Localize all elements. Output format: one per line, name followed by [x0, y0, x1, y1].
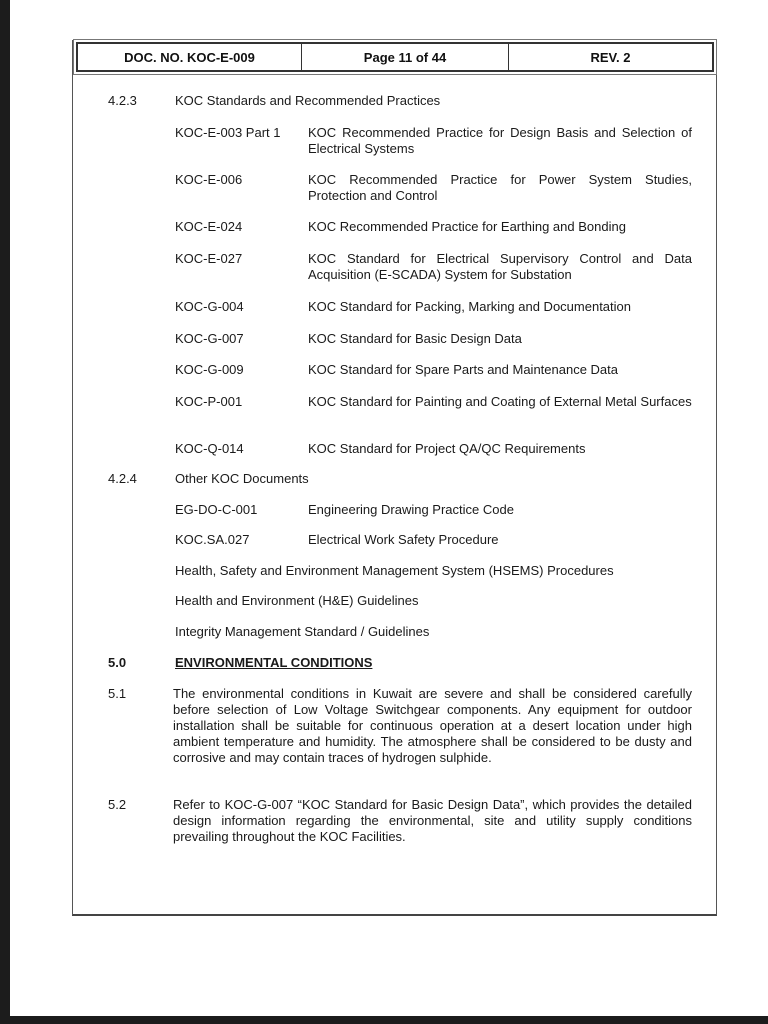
ref-code: KOC-G-007 [175, 331, 244, 346]
scan-edge-bottom [0, 1016, 768, 1024]
section-title: Other KOC Documents [175, 471, 309, 486]
ref-code: EG-DO-C-001 [175, 502, 258, 517]
ref-code: KOC-G-004 [175, 299, 244, 314]
ref-description: KOC Recommended Practice for Earthing and Bonding [308, 219, 626, 234]
revision: REV. 2 [508, 44, 712, 70]
ref-description: Engineering Drawing Practice Code [308, 502, 514, 517]
ref-code: KOC.SA.027 [175, 532, 250, 547]
section-number: 4.2.4 [108, 471, 137, 486]
reference-line: Health, Safety and Environment Management System (HSEMS) Procedures [175, 563, 614, 578]
page-number: Page 11 of 44 [301, 44, 508, 70]
ref-description: Electrical Work Safety Procedure [308, 532, 499, 547]
paragraph-text: Refer to KOC-G-007 “KOC Standard for Basic Design Data”, which provides the detailed design information regarding the environmental, site and utility supply conditions prevailing throughout the KOC Facilities. [173, 797, 692, 844]
ref-code: KOC-P-001 [175, 394, 243, 409]
ref-code: KOC-E-027 [175, 251, 243, 266]
section-number: 4.2.3 [108, 93, 137, 108]
section-title: KOC Standards and Recommended Practices [175, 93, 441, 108]
ref-description: KOC Standard for Project QA/QC Requirements [308, 441, 586, 456]
paragraph-text: The environmental conditions in Kuwait are severe and shall be considered carefully before selection of Low Voltage Switchgear components. Any equipment for outdoor installation shall be suitable for continuous operation at a desert location under high ambient temperature and humidity. The atmosphere shall be considered to be dusty and corrosive and may contain traces of hydrogen sulphide. [173, 686, 692, 765]
scan-edge-left [0, 0, 10, 1024]
ref-code: KOC-E-003 Part 1 [175, 125, 281, 140]
doc-number: DOC. NO. KOC-E-009 [124, 49, 255, 65]
paragraph-number: 5.2 [108, 797, 127, 812]
ref-description: KOC Standard for Basic Design Data [308, 331, 522, 346]
reference-line: Health and Environment (H&E) Guidelines [175, 593, 419, 608]
document-header [76, 42, 714, 72]
ref-description: KOC Recommended Practice for Design Basis and Selection of Electrical Systems [308, 125, 692, 156]
ref-code: KOC-G-009 [175, 362, 244, 377]
reference-line: Integrity Management Standard / Guidelines [175, 624, 430, 639]
ref-description: KOC Standard for Packing, Marking and Documentation [308, 299, 632, 314]
ref-description: KOC Standard for Electrical Supervisory Control and Data Acquisition (E-SCADA) System for Substation [308, 251, 692, 282]
ref-description: KOC Standard for Painting and Coating of External Metal Surfaces [308, 394, 692, 409]
ref-description: KOC Recommended Practice for Power System Studies, Protection and Control [308, 172, 692, 203]
section-number: 5.0 [108, 655, 127, 670]
paragraph-number: 5.1 [108, 686, 127, 701]
section-heading: ENVIRONMENTAL CONDITIONS [175, 655, 373, 670]
ref-code: KOC-E-024 [175, 219, 243, 234]
ref-code: KOC-E-006 [175, 172, 243, 187]
ref-code: KOC-Q-014 [175, 441, 244, 456]
ref-description: KOC Standard for Spare Parts and Maintenance Data [308, 362, 619, 377]
